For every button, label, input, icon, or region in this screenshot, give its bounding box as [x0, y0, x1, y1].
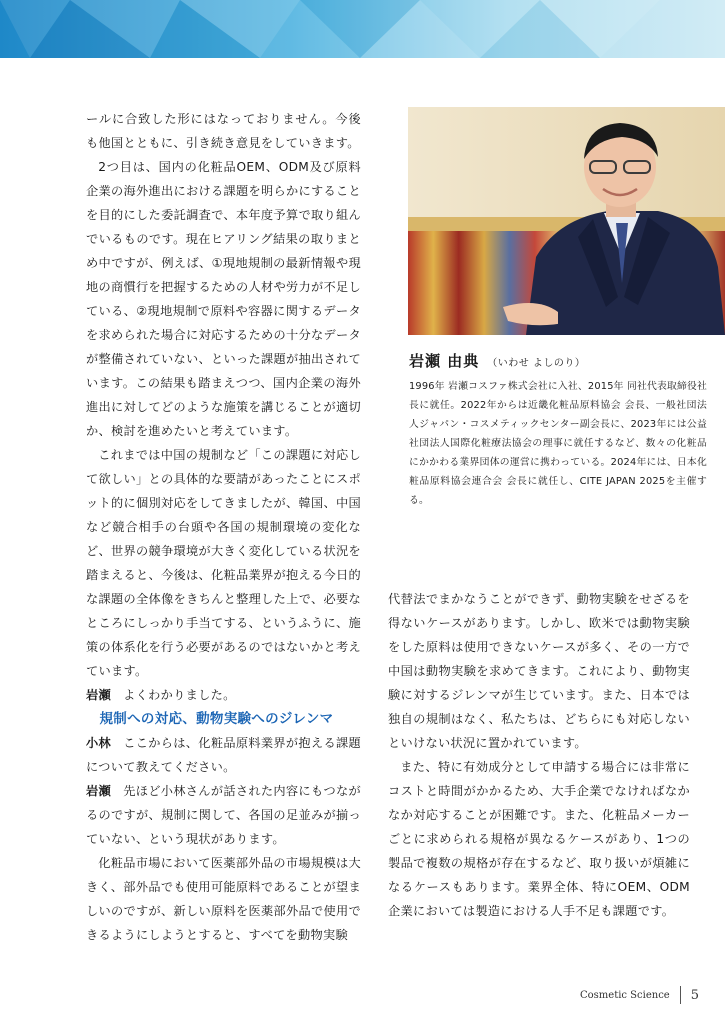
dialog-line: [86, 779, 361, 851]
portrait-photo: [408, 107, 725, 335]
profile-reading: （いわせ よしのり）: [487, 358, 586, 369]
triangle-pattern-icon: [0, 0, 725, 58]
speaker-name: 岩瀬: [86, 688, 111, 702]
right-column: [388, 587, 690, 923]
portrait-photo-icon: [408, 107, 725, 335]
body-paragraph: 2つ目は、国内の化粧品OEM、ODM及び原料企業の海外進出における課題を明らかにすることを目的にした委託調査で、本年度予算で取り組んでいるものです。現在ヒアリング結果の取りまとめ中ですが、例えば、①現地規制の最新情報や現地の商慣行を把握するための人材や労力が不足している、②現地規制で原料や容器に関するデータを求められた場合に対応するための十分なデータが整備されていない、といった課題が抽出されています。この結果も踏まえつつ、国内企業の海外進出に対してどのような施策を講じることが適切か、検討を進めたいと考えています。: [86, 160, 361, 438]
body-paragraph: ールに合致した形にはなっておりません。今後も他国とともに、引き続き意見をしていきます。: [86, 112, 361, 150]
dialog-line: [86, 683, 361, 707]
page-number: 5: [690, 987, 699, 1003]
dialog-text: ここからは、化粧品原料業界が抱える課題について教えてください。: [86, 736, 361, 774]
speaker-name: 岩瀬: [86, 784, 112, 798]
profile-name-text: 岩瀬 由典: [409, 352, 480, 370]
profile-name: [409, 350, 709, 371]
body-paragraph: また、特に有効成分として申請する場合には非常にコストと時間がかかるため、大手企業でなければなかなか対応することが困難です。また、化粧品メーカーごとに求められる規格が異なるケースがあり、1つの製品で複数の規格が存在するなど、取り扱いが煩雑になるケースもあります。業界全体、特にOEM、ODM企業においては製造における人手不足も課題です。: [388, 760, 690, 918]
speaker-name: 小林: [86, 736, 112, 750]
page-footer: [580, 985, 699, 1005]
footer-divider: [680, 986, 681, 1004]
header-banner: [0, 0, 725, 58]
magazine-name: Cosmetic Science: [579, 989, 670, 1001]
left-column: [86, 107, 361, 947]
dialog-text: 先ほど小林さんが話された内容にもつながるのですが、規制に関して、各国の足並みが揃っていない、という現状があります。: [86, 784, 361, 846]
body-paragraph: 化粧品市場において医薬部外品の市場規模は大きく、部外品でも使用可能原料であることが望ましいのですが、新しい原料を医薬部外品で使用できるようにしようとすると、すべてを動物実験: [86, 856, 361, 942]
body-paragraph: これまでは中国の規制など「この課題に対応して欲しい」との具体的な要請があったことにスポット的に個別対応をしてきましたが、韓国、中国など競合相手の台頭や各国の規制環境の変化など、世界の競争環境が大きく変化している状況を踏まえると、今後は、化粧品業界が抱える今日的な課題の全体像をきちんと整理した上で、必要なところにしっかり手当てする、というふうに、施策の体系化を行う必要があるのではないかと考えています。: [86, 448, 361, 678]
section-heading: 規制への対応、動物実験へのジレンマ: [99, 711, 334, 727]
dialog-line: [86, 731, 361, 779]
dialog-text: よくわかりました。: [123, 688, 236, 702]
body-paragraph: 代替法でまかなうことができず、動物実験をせざるを得ないケースがあります。しかし、欧米では動物実験をした原料は使用できないケースが多く、その一方で中国は動物実験を求めてきます。これにより、動物実験に対するジレンマが生じています。また、日本では独自の規制はなく、私たちは、どちらにも対応しないといけない状況に置かれています。: [388, 592, 690, 750]
profile-bio: 1996年 岩瀬コスファ株式会社に入社、2015年 同社代表取締役社長に就任。2022年からは近畿化粧品原料協会 会長、一般社団法人ジャパン・コスメティックセンター副会長に、2023年には公益社団法人国際化粧療法協会の理事に就任するなど、数々の化粧品にかかわる業界団体の運営に携わっている。2024年には、日本化粧品原料協会連合会 会長に就任し、CITE JAPAN 2025を主催する。: [409, 381, 707, 506]
